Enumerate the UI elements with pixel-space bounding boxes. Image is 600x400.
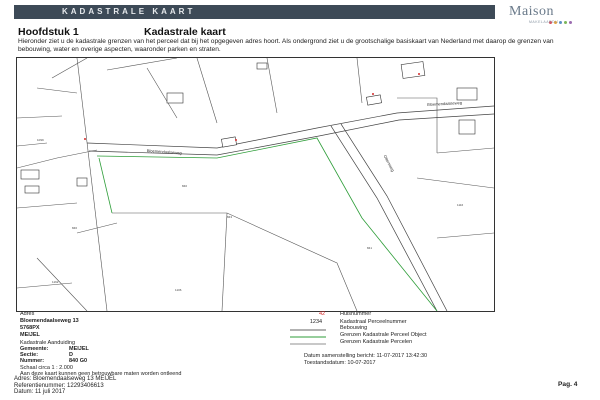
parcel-boundary — [17, 116, 62, 118]
parcel-label: 846 — [72, 226, 78, 230]
perceelnummer-sample: 1234 — [309, 319, 323, 325]
parcel-boundary — [17, 143, 47, 146]
gemeente-key: Gemeente: — [20, 346, 49, 352]
toestandsdatum: Toestandsdatum: 10-07-2017 — [304, 360, 376, 366]
road-edge — [341, 124, 447, 311]
parcel-boundary — [437, 148, 494, 153]
document-banner — [0, 0, 600, 28]
gemeente-value: MEIJEL — [69, 346, 89, 352]
building — [21, 170, 39, 179]
nummer-value: 840 G0 — [69, 358, 88, 364]
adres-street: Bloemendaalseweg 13 — [20, 318, 79, 324]
sectie-key: Sectie: — [20, 352, 39, 358]
footer-datum: Datum: 11 juli 2017 — [14, 389, 66, 395]
nummer-key: Nummer: — [20, 358, 45, 364]
parcel-label: 1116 — [457, 203, 464, 207]
map-drawing — [17, 58, 494, 311]
building — [221, 137, 236, 147]
banner-title: KADASTRALE KAART — [62, 7, 196, 16]
building — [257, 63, 267, 69]
adres-postcode: 5768PX — [20, 325, 40, 331]
parcel-boundary — [357, 58, 362, 103]
building — [401, 62, 425, 79]
kadastrale-aanduiding-label: Kadastrale Aanduiding — [20, 340, 76, 346]
logo-dot — [559, 21, 562, 24]
building — [25, 186, 39, 193]
road-edge — [87, 106, 494, 148]
parcel-label: 1099 — [37, 138, 44, 142]
logo-dot — [564, 21, 567, 24]
parcel-label: 1162 — [52, 280, 59, 284]
logo-tagline: MAKELAARDIJ — [529, 20, 559, 24]
parcel-label: 843 — [227, 215, 233, 219]
parcel-label: 1106 — [175, 288, 182, 292]
disclaimer-text: Aan deze kaart kunnen geen betrouwbare maten worden ontleend — [20, 371, 182, 377]
map-legend — [16, 311, 493, 377]
parcel-label: 841 — [367, 246, 373, 250]
parcel-boundary — [112, 213, 357, 311]
logo-dots-icon — [549, 11, 589, 15]
street-name-label: Ottersweg — [382, 154, 396, 173]
street-name-label: Bloemendaalseweg — [427, 100, 463, 107]
building — [167, 93, 183, 103]
huisnummer-sample: 42 — [318, 311, 326, 317]
chapter-label: Hoofdstuk 1 — [18, 26, 79, 38]
percelen-boundary-label: Grenzen Kadastrale Percelen — [340, 339, 413, 345]
page-heading — [18, 26, 226, 38]
parcel-boundary — [52, 58, 87, 78]
parcel-boundary — [197, 58, 217, 123]
parcel-boundary — [37, 88, 77, 93]
building — [459, 120, 475, 134]
parcel-boundary — [17, 283, 72, 288]
parcel-boundary — [437, 233, 494, 238]
schaal-text: Schaal circa 1 : 2.000 — [20, 365, 73, 371]
page-number: Pag. 4 — [558, 381, 578, 388]
parcel-boundary — [222, 213, 227, 311]
huisnummer-marker — [418, 73, 420, 75]
datum-samenstelling: Datum samenstelling bericht: 11-07-2017 13:42:30 — [304, 353, 428, 359]
road-edge — [331, 126, 437, 311]
page-footer — [14, 376, 574, 396]
huisnummer-marker — [372, 93, 374, 95]
parcel-boundary — [417, 178, 494, 188]
building — [77, 178, 87, 186]
sectie-value: D — [69, 352, 73, 358]
parcel-boundary — [17, 150, 97, 168]
perceelnummer-label: Kadastraal Perceelnummer — [340, 319, 407, 325]
building — [366, 95, 381, 105]
object-boundary-label: Grenzen Kadastrale Perceel Object — [340, 332, 427, 338]
huisnummer-label: Huisnummer — [340, 311, 372, 317]
parcel-boundary — [267, 58, 277, 113]
parcel-label: 840 — [182, 184, 188, 188]
adres-label: Adres — [20, 311, 35, 317]
intro-paragraph: Hieronder ziet u de kadastrale grenzen van het perceel dat bij het opgegeven adres hoort. Als ondergrond ziet u de grootschalige basiskaart van Nederland met daarop de grenzen van bebouwing, water en overige aspecten, waaronder parken en straten. — [18, 38, 554, 54]
adres-place: MEIJEL — [20, 332, 40, 338]
footer-adres: Adres: Bloemendaalseweg 13 MEIJEL — [14, 376, 117, 382]
bebouwing-label: Bebouwing — [340, 325, 368, 331]
huisnummer-marker — [84, 138, 86, 140]
chapter-title: Kadastrale kaart — [144, 26, 226, 38]
footer-referentie: Referentienummer: 12293406613 — [14, 382, 104, 389]
huisnummer-marker — [235, 139, 237, 141]
company-logo — [503, 0, 593, 26]
percelen-boundary-line-icon — [290, 341, 326, 347]
parcel-boundary — [17, 203, 77, 208]
logo-wordmark: Maison — [509, 4, 554, 19]
banner-bar — [14, 5, 495, 19]
perceel-object-boundary — [99, 158, 112, 213]
street-name-label: Bloemendaalseweg — [146, 148, 182, 156]
logo-dot — [569, 21, 572, 24]
parcel-boundary — [107, 58, 177, 70]
cadastral-map — [16, 57, 495, 312]
parcel-boundary — [37, 258, 87, 311]
building — [457, 88, 477, 100]
